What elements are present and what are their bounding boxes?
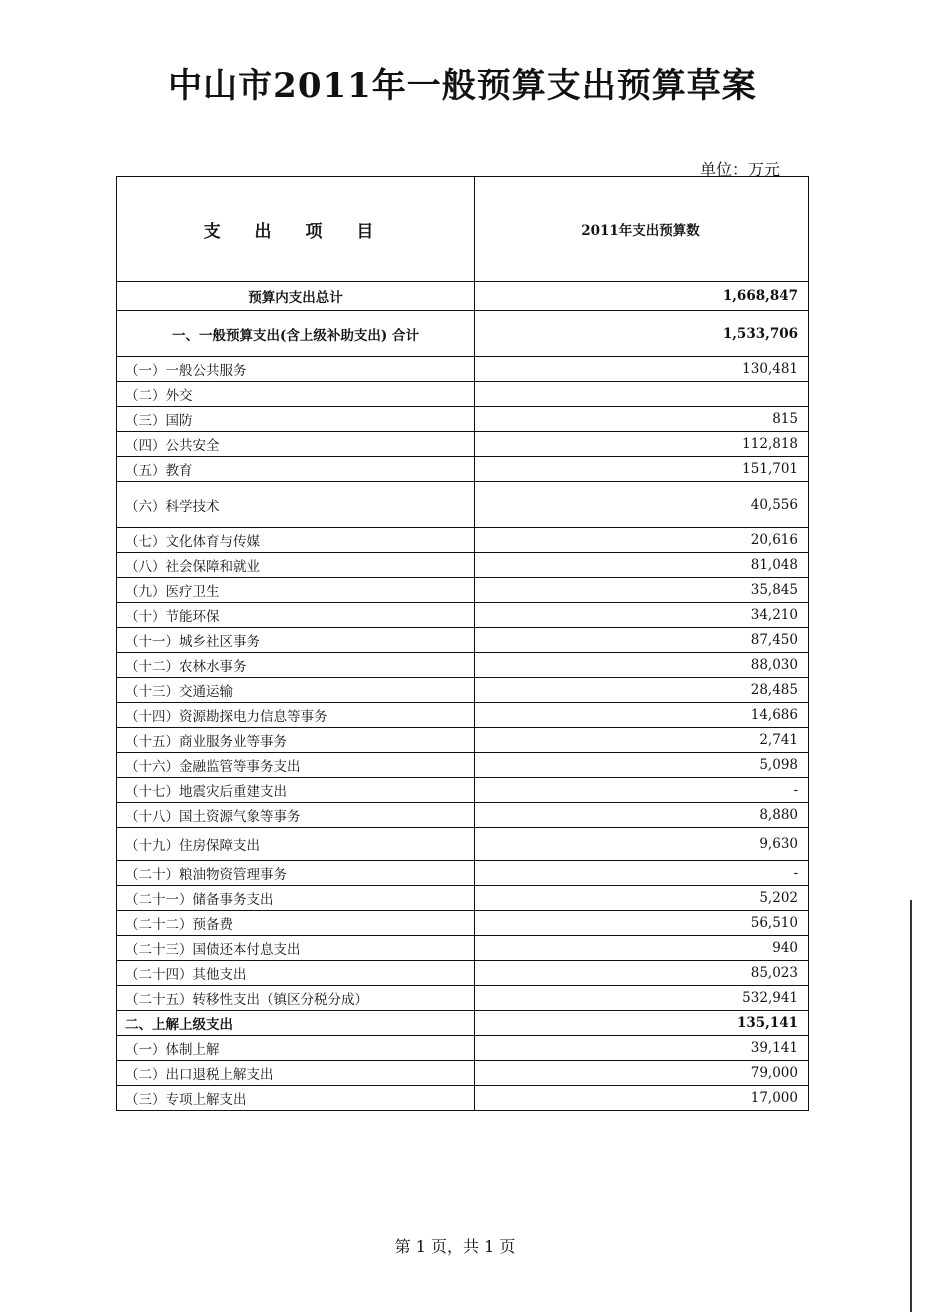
row-label: （四）公共安全 [117,432,475,457]
row-label: （十九）住房保障支出 [117,828,475,861]
total-row [117,282,809,311]
row-value: 35,845 [475,578,809,603]
table-row [117,1061,809,1086]
row-label: （九）医疗卫生 [117,578,475,603]
row-value: 815 [475,407,809,432]
row-value: 532,941 [475,986,809,1011]
table-row [117,603,809,628]
row-label: （二十三）国债还本付息支出 [117,936,475,961]
row-value: 112,818 [475,432,809,457]
table-row [117,357,809,382]
row-label: （十三）交通运输 [117,678,475,703]
total-value: 1,668,847 [475,282,809,311]
row-value: 14,686 [475,703,809,728]
row-value: 5,202 [475,886,809,911]
row-value: 88,030 [475,653,809,678]
row-value: 2,741 [475,728,809,753]
row-label: （三）国防 [117,407,475,432]
table-row [117,678,809,703]
budget-table [116,176,809,1111]
table-row [117,703,809,728]
table-row [117,432,809,457]
column-header-value: 2011年支出预算数 [475,177,809,282]
row-value: 17,000 [475,1086,809,1111]
row-label: （十七）地震灾后重建支出 [117,778,475,803]
scan-edge-line [910,900,912,1312]
general-budget-label: 一、一般预算支出(含上级补助支出) 合计 [117,311,475,357]
page-title: 中山市2011年一般预算支出预算草案 [168,66,757,106]
table-row [117,861,809,886]
general-budget-value: 1,533,706 [475,311,809,357]
row-value: 85,023 [475,961,809,986]
table-row [117,936,809,961]
table-row [117,1086,809,1111]
row-value: - [475,778,809,803]
row-label: （二十）粮油物资管理事务 [117,861,475,886]
row-label: （十一）城乡社区事务 [117,628,475,653]
table-row [117,553,809,578]
table-row [117,986,809,1011]
row-value: 79,000 [475,1061,809,1086]
upper-remit-row [117,1011,809,1036]
page-footer: 第 1 页，共 1 页 [394,1237,516,1256]
row-label: （十五）商业服务业等事务 [117,728,475,753]
row-value: 40,556 [475,482,809,528]
table-row [117,628,809,653]
row-value: 9,630 [475,828,809,861]
table-row [117,653,809,678]
table-row [117,828,809,861]
table-row [117,1036,809,1061]
table-row [117,482,809,528]
row-label: （五）教育 [117,457,475,482]
row-label: （一）一般公共服务 [117,357,475,382]
table-row [117,407,809,432]
table-row [117,753,809,778]
row-value: 151,701 [475,457,809,482]
row-value: 20,616 [475,528,809,553]
row-label: （二）外交 [117,382,475,407]
total-label: 预算内支出总计 [117,282,475,311]
row-label: （十六）金融监管等事务支出 [117,753,475,778]
table-row [117,803,809,828]
row-label: （二十二）预备费 [117,911,475,936]
table-row [117,778,809,803]
row-label: （十四）资源勘探电力信息等事务 [117,703,475,728]
row-label: （三）专项上解支出 [117,1086,475,1111]
table-row [117,911,809,936]
row-label: （六）科学技术 [117,482,475,528]
table-row [117,457,809,482]
row-value: 5,098 [475,753,809,778]
table-row [117,728,809,753]
table-row [117,886,809,911]
row-value: 81,048 [475,553,809,578]
row-label: （二十一）储备事务支出 [117,886,475,911]
row-label: （七）文化体育与传媒 [117,528,475,553]
table-row [117,578,809,603]
row-label: （一）体制上解 [117,1036,475,1061]
row-value: 130,481 [475,357,809,382]
row-value: 940 [475,936,809,961]
upper-remit-label: 二、上解上级支出 [117,1011,475,1036]
row-label: （二十五）转移性支出（镇区分税分成） [117,986,475,1011]
row-value: 87,450 [475,628,809,653]
table-row [117,528,809,553]
table-header-row [117,177,809,282]
row-label: （八）社会保障和就业 [117,553,475,578]
row-value: 56,510 [475,911,809,936]
table-row [117,382,809,407]
upper-remit-value: 135,141 [475,1011,809,1036]
row-label: （二十四）其他支出 [117,961,475,986]
row-value [475,382,809,407]
row-label: （十二）农林水事务 [117,653,475,678]
row-value: 34,210 [475,603,809,628]
row-value: 8,880 [475,803,809,828]
row-value: 28,485 [475,678,809,703]
row-label: （二）出口退税上解支出 [117,1061,475,1086]
row-label: （十八）国土资源气象等事务 [117,803,475,828]
row-label: （十）节能环保 [117,603,475,628]
general-budget-row [117,311,809,357]
table-row [117,961,809,986]
row-value: 39,141 [475,1036,809,1061]
unit-label: 单位：万元 [700,160,781,179]
column-header-item: 支 出 项 目 [117,177,475,282]
row-value: - [475,861,809,886]
